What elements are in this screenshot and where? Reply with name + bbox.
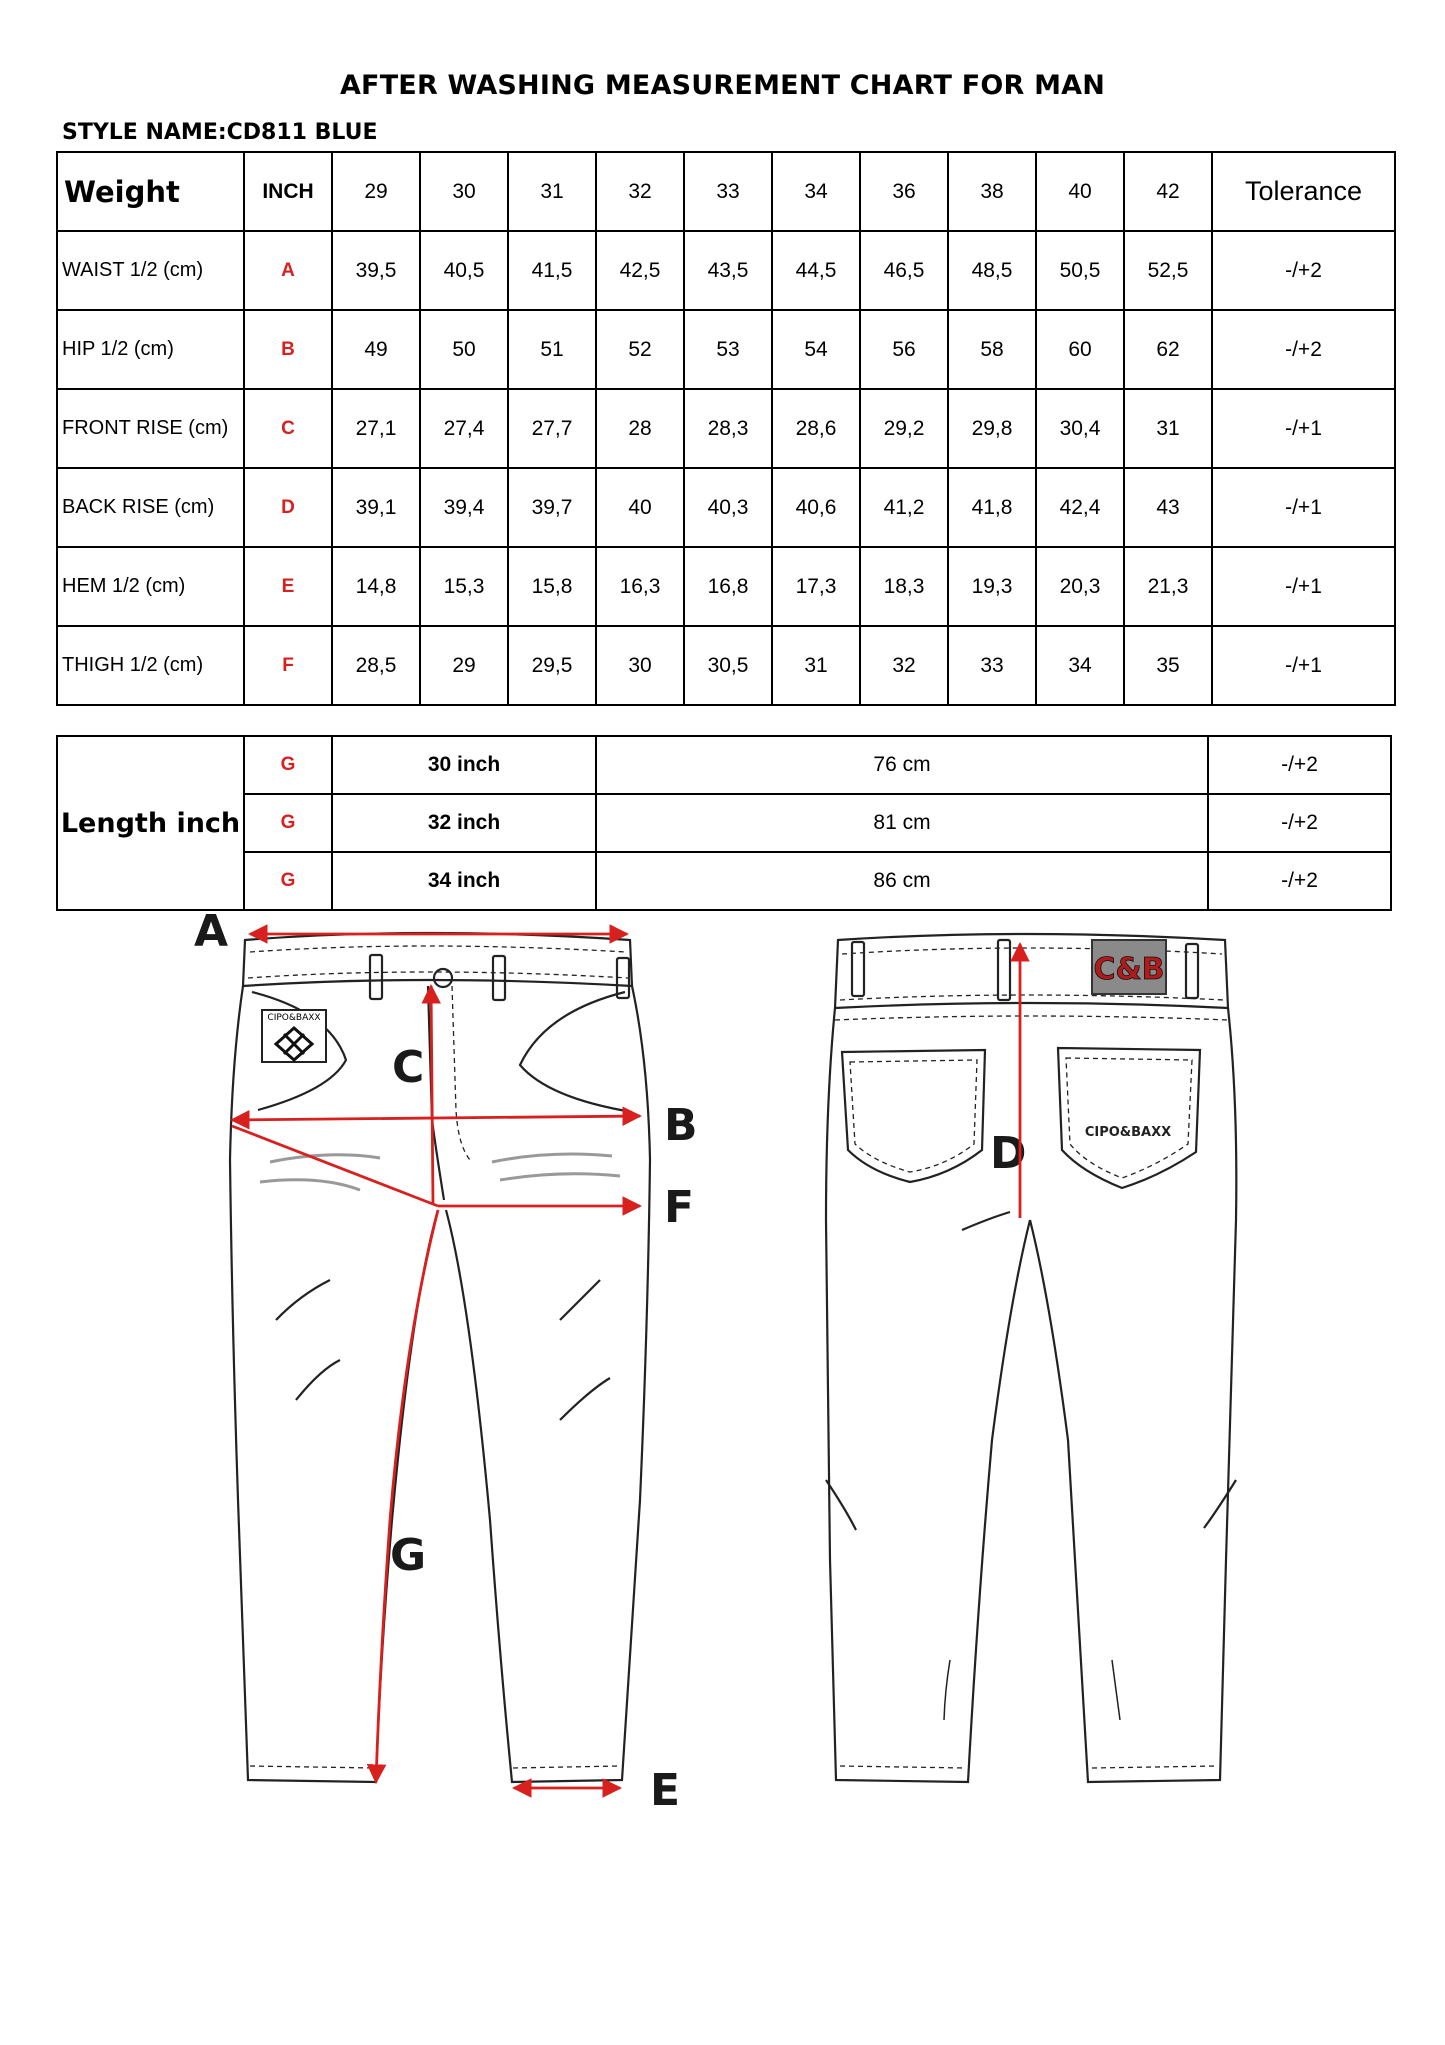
- length-row: [57, 794, 1391, 852]
- measurement-value: 40: [596, 468, 684, 547]
- back-jeans-outline: [826, 934, 1236, 1782]
- letter-b: B: [664, 1100, 698, 1151]
- size-header: 36: [860, 152, 948, 231]
- measurement-value: 28,6: [772, 389, 860, 468]
- size-header: 31: [508, 152, 596, 231]
- measure-line-b: [232, 1116, 640, 1120]
- measurement-row: [57, 547, 1395, 626]
- size-header: 33: [684, 152, 772, 231]
- measurement-value: 29,2: [860, 389, 948, 468]
- measurement-value: 29: [420, 626, 508, 705]
- size-measurement-table: [56, 151, 1396, 706]
- measurement-label: FRONT RISE (cm): [57, 389, 244, 468]
- size-header: 40: [1036, 152, 1124, 231]
- length-tolerance: -/+2: [1208, 736, 1391, 794]
- measurement-value: 31: [1124, 389, 1212, 468]
- measurement-value: 16,3: [596, 547, 684, 626]
- measurement-value: 35: [1124, 626, 1212, 705]
- measurement-value: 56: [860, 310, 948, 389]
- measurement-row: [57, 389, 1395, 468]
- measurement-value: 39,1: [332, 468, 420, 547]
- letter-e: E: [650, 1765, 681, 1816]
- measurement-value: 49: [332, 310, 420, 389]
- measurement-code: F: [244, 626, 332, 705]
- measurement-tolerance: -/+2: [1212, 231, 1395, 310]
- style-name: STYLE NAME:CD811 BLUE: [62, 120, 378, 145]
- measurement-value: 15,3: [420, 547, 508, 626]
- measurement-tolerance: -/+2: [1212, 310, 1395, 389]
- size-header: 42: [1124, 152, 1212, 231]
- measurement-value: 42,5: [596, 231, 684, 310]
- tolerance-header: Tolerance: [1212, 152, 1395, 231]
- size-header: 29: [332, 152, 420, 231]
- page-title: AFTER WASHING MEASUREMENT CHART FOR MAN: [339, 70, 1106, 101]
- size-header: 30: [420, 152, 508, 231]
- measurement-value: 30,4: [1036, 389, 1124, 468]
- measurement-value: 20,3: [1036, 547, 1124, 626]
- measurement-value: 44,5: [772, 231, 860, 310]
- measurement-value: 28,3: [684, 389, 772, 468]
- measurement-value: 30: [596, 626, 684, 705]
- letter-d: D: [990, 1128, 1027, 1179]
- measurement-value: 42,4: [1036, 468, 1124, 547]
- measurement-value: 50: [420, 310, 508, 389]
- measurement-row: [57, 468, 1395, 547]
- length-code: G: [244, 794, 332, 852]
- measurement-value: 58: [948, 310, 1036, 389]
- measurement-tolerance: -/+1: [1212, 389, 1395, 468]
- measurement-value: 19,3: [948, 547, 1036, 626]
- measurement-value: 40,6: [772, 468, 860, 547]
- measurement-value: 39,7: [508, 468, 596, 547]
- length-inch: 32 inch: [332, 794, 596, 852]
- measurement-value: 27,7: [508, 389, 596, 468]
- measurement-value: 31: [772, 626, 860, 705]
- measurement-row: [57, 310, 1395, 389]
- measurement-value: 54: [772, 310, 860, 389]
- jeans-diagram: [0, 900, 1445, 1840]
- length-cm: 81 cm: [596, 794, 1208, 852]
- measurement-value: 27,1: [332, 389, 420, 468]
- length-label: Length inch: [57, 736, 244, 910]
- measurement-label: THIGH 1/2 (cm): [57, 626, 244, 705]
- measurement-value: 32: [860, 626, 948, 705]
- size-header: 32: [596, 152, 684, 231]
- size-header: 34: [772, 152, 860, 231]
- measurement-value: 39,4: [420, 468, 508, 547]
- measurement-value: 40,3: [684, 468, 772, 547]
- measurement-value: 18,3: [860, 547, 948, 626]
- measurement-value: 43: [1124, 468, 1212, 547]
- length-table: [56, 735, 1392, 911]
- measurement-value: 16,8: [684, 547, 772, 626]
- measurement-label: BACK RISE (cm): [57, 468, 244, 547]
- measurement-value: 41,5: [508, 231, 596, 310]
- length-row: [57, 736, 1391, 794]
- back-patch: [1092, 940, 1166, 994]
- measurement-value: 43,5: [684, 231, 772, 310]
- measurement-value: 48,5: [948, 231, 1036, 310]
- measurement-value: 21,3: [1124, 547, 1212, 626]
- front-patch: [262, 1010, 326, 1062]
- measurement-value: 29,5: [508, 626, 596, 705]
- measurement-code: E: [244, 547, 332, 626]
- size-header-row: [57, 152, 1395, 231]
- length-inch: 34 inch: [332, 852, 596, 910]
- measure-line-c: [431, 986, 433, 1204]
- length-tolerance: -/+2: [1208, 794, 1391, 852]
- measure-line-b-cross: [232, 1126, 438, 1206]
- measurement-value: 46,5: [860, 231, 948, 310]
- measurement-value: 14,8: [332, 547, 420, 626]
- measurement-value: 29,8: [948, 389, 1036, 468]
- letter-a: A: [194, 906, 229, 957]
- measurement-label: HIP 1/2 (cm): [57, 310, 244, 389]
- size-header: 38: [948, 152, 1036, 231]
- measurement-value: 40,5: [420, 231, 508, 310]
- measurement-tolerance: -/+1: [1212, 468, 1395, 547]
- measurement-tolerance: -/+1: [1212, 626, 1395, 705]
- measurement-value: 28,5: [332, 626, 420, 705]
- back-pocket-label: CIPO&BAXX: [1084, 1125, 1172, 1140]
- measurement-value: 28: [596, 389, 684, 468]
- measurement-code: C: [244, 389, 332, 468]
- measurement-value: 34: [1036, 626, 1124, 705]
- length-inch: 30 inch: [332, 736, 596, 794]
- measurement-value: 62: [1124, 310, 1212, 389]
- measurement-code: A: [244, 231, 332, 310]
- measurement-value: 52,5: [1124, 231, 1212, 310]
- measurement-code: B: [244, 310, 332, 389]
- length-code: G: [244, 736, 332, 794]
- weight-header: Weight: [57, 152, 244, 231]
- letter-c: C: [392, 1042, 425, 1093]
- measurement-tolerance: -/+1: [1212, 547, 1395, 626]
- measurement-value: 30,5: [684, 626, 772, 705]
- measurement-value: 60: [1036, 310, 1124, 389]
- back-patch-text: C&B: [1093, 952, 1165, 987]
- measurement-value: 41,8: [948, 468, 1036, 547]
- inch-header: INCH: [244, 152, 332, 231]
- measurement-code: D: [244, 468, 332, 547]
- measurement-value: 39,5: [332, 231, 420, 310]
- measurement-value: 41,2: [860, 468, 948, 547]
- length-cm: 86 cm: [596, 852, 1208, 910]
- letter-g: G: [390, 1530, 427, 1581]
- length-tolerance: -/+2: [1208, 852, 1391, 910]
- letter-f: F: [664, 1182, 695, 1233]
- measurement-value: 51: [508, 310, 596, 389]
- length-cm: 76 cm: [596, 736, 1208, 794]
- measurement-label: WAIST 1/2 (cm): [57, 231, 244, 310]
- measurement-value: 52: [596, 310, 684, 389]
- measure-line-g: [376, 1210, 438, 1782]
- measurement-value: 17,3: [772, 547, 860, 626]
- measurement-row: [57, 626, 1395, 705]
- front-patch-label: CIPO&BAXX: [267, 1013, 321, 1023]
- measurement-value: 50,5: [1036, 231, 1124, 310]
- measurement-value: 15,8: [508, 547, 596, 626]
- measurement-row: [57, 231, 1395, 310]
- measurement-value: 33: [948, 626, 1036, 705]
- measurement-value: 27,4: [420, 389, 508, 468]
- measurement-value: 53: [684, 310, 772, 389]
- length-code: G: [244, 852, 332, 910]
- measurement-label: HEM 1/2 (cm): [57, 547, 244, 626]
